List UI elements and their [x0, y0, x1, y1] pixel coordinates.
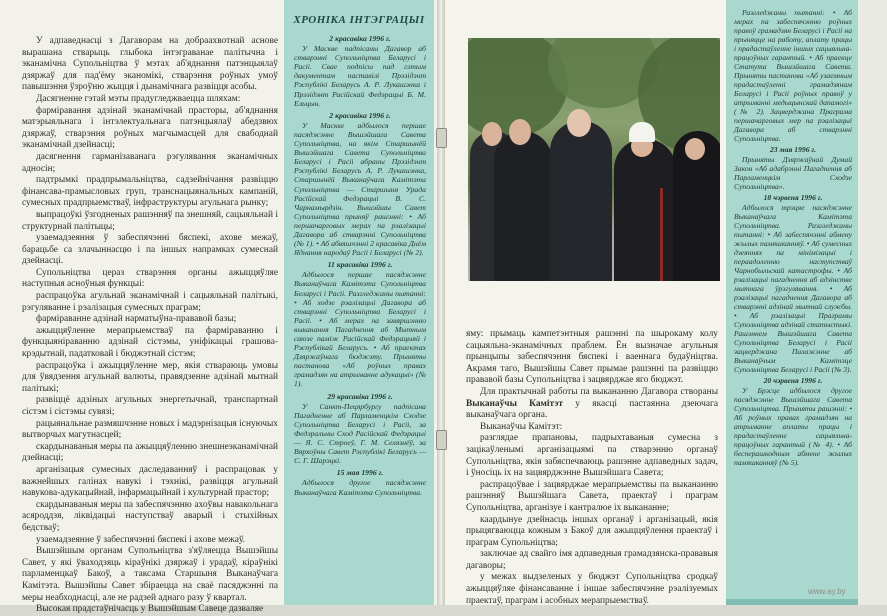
person-figure — [614, 139, 676, 281]
entry-date: 29 красавіка 1996 г. — [327, 391, 393, 401]
bold-term: Выканаўчы Камітэт — [466, 398, 564, 409]
person-head — [567, 109, 591, 137]
paragraph: фарміравання адзінай эканамічнай прасторы, аб'яднання матэрыяльнага і інтэлектуальнага патэнцыялаў абедзвюх дзяржаў, стварэння роўных магчымасцей для свабоднай эканамічнай дзейнасці; — [22, 105, 278, 151]
paragraph: рацыянальнае размяшчэнне новых і мадэрнізацыя існуючых вытворчых магутнасцей; — [22, 418, 278, 441]
paragraph: заключае ад свайго імя адпаведныя грамадзянска-прававыя дагаворы; — [466, 549, 718, 571]
entry-date: 11 красавіка 1996 г. — [327, 260, 393, 270]
entry-text: Прыняты Дзяржаўнай Думай Закон «Аб адабрэнні Пагаднення аб Парламенцкім Сходзе Супольніцтва». — [734, 155, 852, 191]
entry-text: Адбылося першае пасяджэнне Выканаўчага Камітэта Супольніцтва Беларусі і Расіі. Разгледжаны пытанні: • Аб ходзе рэалізацыі Дагавора аб стварэнні Супольніцтва Беларусі і Расіі. • Аб мерах па завяршэнню выканання Пагаднення аб Мытным саюзе паміж Расійскай Федэрацыяй і Рэспублікай Беларусь. • Аб праектах Дзяржаўнага бюджэту. Прыняты пастанова «Аб роўных правах грамадзян на атрыманне адукацыі» (№ 1). — [294, 270, 426, 389]
person-head — [685, 138, 705, 160]
entry-date: 15 мая 1996 г. — [336, 468, 384, 478]
entry-text: Адбылося другое пасяджэнне Выканаўчага Камітэта Супольніцтва. — [294, 478, 426, 497]
summit-photo — [468, 38, 720, 281]
entry-text: У Маскве падпісаны Дагавор аб стварэнні Супольніцтва Беларусі і Расіі. Свае подпісы пад гэтым дакументам паставілі Прэзідэнт Рэспублікі Беларусь А. Р. Лукашэнка і Прэзідэнт Расійскай Федэрацыі Б. М. Ельцын. — [294, 44, 426, 108]
white-headdress — [629, 122, 655, 142]
paragraph: скардынаваныя меры па ажыццяўленню знешнеэканамічнай дзейнасці; — [22, 441, 278, 464]
entry-date: 2 красавіка 1996 г. — [329, 110, 391, 120]
entry-text: У Маскве адбылося першае пасяджэнне Вышэйшага Савета Супольніцтва, на якім Старшынёй Вышэйшага Савета Супольніцтва Беларусі і Расіі абраны Прэзідэнт Рэспублікі Беларусь А. Р. Лукашэнка, Старшынёй Выканаўчага Камітэта Супольніцтва — Старшыня Урада Расійскай Федэрацыі В. С. Чарнамырдзін. Вышэйшы Савет Супольніцтва прыняў рашэнні: • Аб першачарговых мерах па рэалізацыі Дагавора аб стварэнні Супольніцтва (№ 1). • Аб абвяшчэнні 2 красавіка Днём Яднання народаў Расіі і Беларусі (№ 2). — [294, 120, 426, 258]
entry-date: 23 мая 1996 г. — [770, 145, 816, 154]
entry-text: У Санкт-Пецярбургу падпісана Пагадненне аб Парламенцкім Сходзе Супольніцтва Беларусі і Расіі, за Федэральны Сход Расійскай Федэрацыі — Я. С. Строеў, Г. М. Селязнёў, за Вярхоўны Савет Рэспублікі Беларусь — С. Г. Шарэцкі. — [294, 401, 426, 466]
binding-spine — [437, 0, 445, 605]
entry-date: 20 чэрвеня 1996 г. — [763, 376, 823, 385]
sidebar-entries — [726, 0, 858, 467]
chronicle-title: ХРОНІКА ІНТЭГРАЦЫІ — [293, 14, 425, 26]
entry-date: 18 чэрвеня 1996 г. — [763, 193, 823, 202]
paragraph: у межах выдзеленых у бюджэт Супольніцтва сродкаў ажыццяўляе фінансаванне і іншае забеспячэнне рэалізуемых праектаў, праграм і асобных мерапрыемстваў. — [466, 572, 718, 606]
paragraph: распрацоўка агульнай эканамічнай і сацыяльнай палітыкі, рэгуляванне і рэалізацыя сумесных праграм; — [22, 291, 278, 313]
text-run: у якасці пастаянна дзеючага выканаўчага органа. — [466, 398, 718, 421]
watermark: www.ay.by — [808, 587, 846, 596]
person-figure — [550, 121, 612, 281]
paragraph: Дасягненне гэтай мэты прадугледжваецца шляхам: — [36, 93, 241, 104]
staple-top — [436, 128, 447, 148]
paragraph: узаемадзеяння ў забеспячэнні бяспекі, ахове межаў, барацьбе са злачыннасцю і па іншых напрамках сумеснай дзейнасці. — [22, 233, 278, 267]
staple-bottom — [436, 430, 447, 450]
page-edge — [858, 0, 887, 605]
paragraph: узаемадзеянне ў забеспячэнні бяспекі і ахове межаў. — [36, 534, 246, 545]
paragraph: фарміраванне адзінай нарматыўна-прававой базы; — [36, 314, 237, 325]
paragraph: У адпаведнасці з Дагаворам на добраахвотнай аснове вырашана стварыць глыбока інтэграванае палітычна і эканамічна Супольніцтва ў мэтах аб'яднання патэнцыялаў дзяржаў для пад'ёму эканомікі, стварэння роўных умоў павышэння ўзроўню жыцця і дынамічнага развіцця асобы. — [22, 36, 278, 93]
person-head — [509, 119, 531, 145]
paragraph: Выканаўчы Камітэт: — [480, 421, 563, 432]
right-body-text — [466, 329, 718, 607]
text-run: Для практычнай работы па выкананню Дагавора створаны — [480, 386, 718, 397]
paragraph: Супольніцтва цераз стварэння органы ажыццяўляе наступныя асноўныя функцыі: — [22, 267, 278, 290]
chronicle-entries — [284, 34, 434, 497]
paragraph: яму: прымаць кампетэнтныя рашэнні па шырокаму колу сацыяльна-эканамічных праблем. Ён вызначае агульныя прынцыпы забеспячэння бяспекі і ваеннага будаўніцтва. Акрамя таго, Вышэйшы Савет прымае рашэнні па развіццю прававой базы Супольніцтва і зацвярджае яго бюджэт. — [466, 329, 718, 386]
left-body-text — [22, 36, 278, 616]
paragraph: распрацоўка і ажыццяўленне мер, якія ствараюць умовы для ўвядзення агульнай валюты, правядзенне адзінай мытнай палітыкі; — [22, 360, 278, 394]
paragraph: падтрымкі прадпрымальніцтва, садзейнічання развіццю фінансава-прамысловых груп, транснацыянальных кампаній, сумесных прадпрыемстваў, інфраструктуры агульнага рынку; — [22, 175, 278, 209]
paragraph: арганізацыя сумесных даследаванняў і распрацовак у важнейшых галінах навукі і тэхнікі, развіцця агульнай навукова-адукацыйнай, інфармацыйнай і культурнай прастор; — [22, 464, 278, 499]
entry-text: Адбылося трэцяе пасяджэнне Выканаўчага Камітэта Супольніцтва. Разгледжаны пытанні: • Аб забеспячэнні абмену жылых памяшканняў. • Аб сумесных дзеяннях па мінімізацыі і пераадоленню наступстваў Чарнобыльскай катастрофы. • Аб рэалізацыі пагаднення аб адзінстве мытнага ўрэгулявання. • Аб рэалізацыі пагаднення Дагавора аб стварэнні адзінай мытнай службы. • Аб рэалізацыі Праграмы Супольніцтва адзінай статыстыкі. Рашэннем Вышэйшага Савета Супольніцтва Беларусі і Расіі зацверджана Палажэнне аб Выканаўчым Камітэце Супольніцтва Беларусі і Расіі (№ 3). — [734, 203, 852, 374]
chronicle-sidebar — [284, 0, 434, 605]
entry-date: 2 красавіка 1996 г. — [329, 34, 391, 43]
paragraph: ажыццяўленне мерапрыемстваў па фарміраванню і функцыяніраванню адзінай сістэмы, уніфікацыі грашова-крэдытнай, падатковай і бюджэтнай сістэм; — [22, 325, 278, 360]
paragraph: Вышэйшым органам Супольніцтва з'яўляецца Вышэйшы Савет, у які ўваходзяць кіраўнікі дзяржаў і урадаў, кіраўнікі парламенцкаў Бакоў, а таксама Старшыня Выканаўчага Камітэта. Вышэйшы Савет збіраецца на сваё пасяджэнні па меры неабходнасці, але не радзей аднаго разу ў квартал. — [22, 546, 278, 603]
paragraph: развіццё адзіных агульных энергетычнай, транспартнай сістэм і сістэмы сувязі; — [22, 395, 278, 417]
right-sidebar — [726, 0, 858, 605]
person-figure — [494, 131, 552, 281]
paragraph: разглядае прапановы, падрыхтаваныя сумесна з зацікаўленымі арганізацыямі па стварэнню органаў Супольніцтва, якія забяспечваюць рашэнне адпаведных задач, і ўносіць іх на зацвярджэнне Вышэйшага Савета; — [466, 433, 718, 479]
paragraph: дасягнення гарманізаванага рэгулявання эканамічных адносін; — [22, 151, 278, 174]
paragraph — [466, 387, 718, 422]
entry-text: У Брэсце адбылося другое пасяджэнне Вышэйшага Савета Супольніцтва. Прыняты рашэнні: • Аб роўных правах грамадзян на атрыманне аплаты працы і прадастаўленне сацыяльна-працоўных гарантый (№ 4). • Аб бесперашкодным абмене жылых памяшканняў (№ 5). — [734, 386, 852, 467]
paragraph: распрацоўвае і зацвярджае мерапрыемствы па выкананню рашэнняў Вышэйшага Савета, праектаў і праграм Супольніцтва, арганізуе і кантралюе іх выкананне; — [466, 479, 718, 513]
staff-shape — [660, 188, 663, 281]
entry-text: Разгледжаны пытанні: • Аб мерах па забеспячэнню роўных правоў грамадзян Беларусі і Расіі на прыняцце на работу, аплату працы і прадастаўленне іншых сацыяльна-працоўных гарантый. • Аб праекце Статута Вышэйшага Савета. Прыняты пастанова «Аб узаемным прадастаўленні грамадзянам Беларусі і Расіі роўных правоў у атрыманні медыцынскай дапамогі» (№ 2). Зацверджана Праграма першачарговых мер па рэалізацыі Дагавора аб стварэнні Супольніцтва. — [734, 8, 852, 143]
sidebar-bottom-strip — [726, 599, 858, 605]
paragraph: скардынаваныя меры па забеспячэнню ахоўвы навакольнага асяроддзя, ліквідацыі наступстваў аварый і стыхійных бедстваў; — [22, 499, 278, 533]
paragraph: выпрацоўкі ўзгодненых рашэнняў па знешняй, сацыяльнай і структурнай палітыцы; — [22, 209, 278, 232]
paragraph: Высокая прадстаўнічасць у Вышэйшым Савеце дазваляе — [36, 604, 264, 615]
paragraph: каардынуе дзейнасць іншых органаў і арганізацый, якія прыцягваюцца кожным з Бакоў для ажыццяўлення праектаў і праграм Супольніцтва; — [466, 514, 718, 548]
